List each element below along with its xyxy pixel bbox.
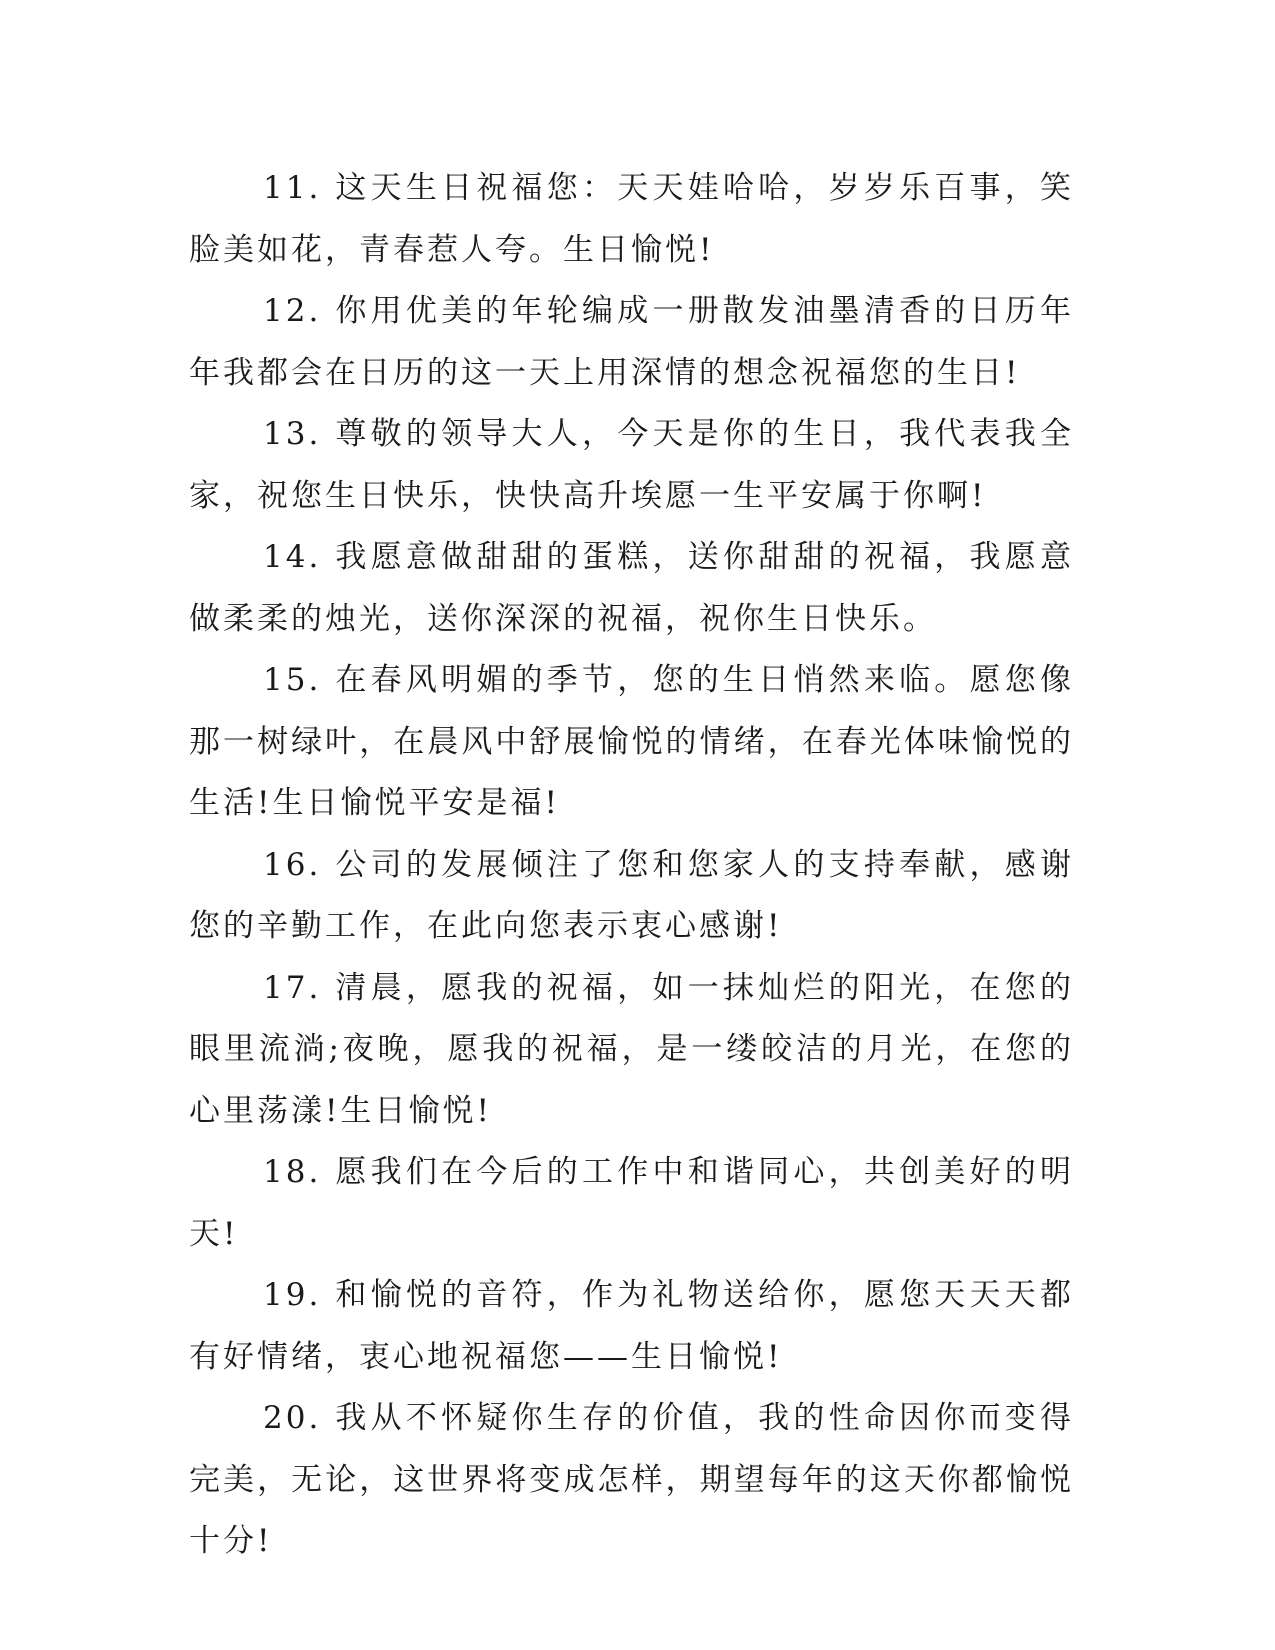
paragraph-13: 13. 尊敬的领导大人，今天是你的生日，我代表我全家，祝您生日快乐，快快高升埃愿一生平安属于你啊!	[189, 416, 1074, 514]
paragraph-17: 17. 清晨，愿我的祝福，如一抹灿烂的阳光，在您的眼里流淌;夜晚，愿我的祝福，是一缕皎洁的月光，在您的心里荡漾!生日愉悦!	[189, 969, 1074, 1129]
document-body	[189, 158, 1074, 1573]
paragraph-14: 14. 我愿意做甜甜的蛋糕，送你甜甜的祝福，我愿意做柔柔的烛光，送你深深的祝福，祝你生日快乐。	[189, 539, 1074, 637]
paragraph-16: 16. 公司的发展倾注了您和您家人的支持奉献，感谢您的辛勤工作，在此向您表示衷心感谢!	[189, 846, 1074, 944]
paragraph-11: 11. 这天生日祝福您：天天娃哈哈，岁岁乐百事，笑脸美如花，青春惹人夸。生日愉悦!	[189, 170, 1074, 268]
paragraph-20: 20. 我从不怀疑你生存的价值，我的性命因你而变得完美，无论，这世界将变成怎样，期望每年的这天你都愉悦十分!	[189, 1400, 1074, 1559]
paragraph-15: 15. 在春风明媚的季节，您的生日悄然来临。愿您像那一树绿叶，在晨风中舒展愉悦的情绪，在春光体味愉悦的生活!生日愉悦平安是福!	[189, 662, 1074, 821]
paragraph-18: 18. 愿我们在今后的工作中和谐同心，共创美好的明天!	[189, 1154, 1074, 1252]
paragraph-19: 19. 和愉悦的音符，作为礼物送给你，愿您天天天都有好情绪，衷心地祝福您——生日愉悦!	[189, 1277, 1074, 1375]
paragraph-12: 12. 你用优美的年轮编成一册散发油墨清香的日历年年我都会在日历的这一天上用深情的想念祝福您的生日!	[189, 293, 1074, 391]
